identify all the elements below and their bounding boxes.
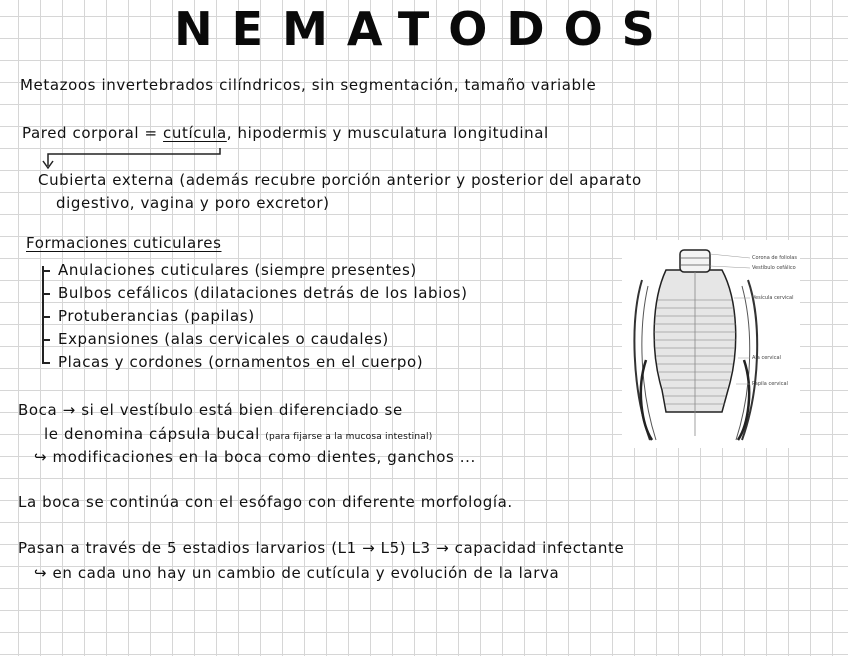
formaciones-heading: Formaciones cuticulares [26, 234, 222, 252]
pared-line [22, 124, 549, 142]
formacion-item: Placas y cordones (ornamentos en el cuerpo) [58, 353, 424, 371]
boca-line-1: Boca → si el vestíbulo está bien diferenciado se [18, 401, 403, 419]
pared-suffix: , hipodermis y musculatura longitudinal [226, 124, 549, 142]
cubierta-line-2: digestivo, vagina y poro excretor) [56, 194, 330, 212]
figure-label: Ala cervical [752, 355, 781, 361]
formacion-item: Bulbos cefálicos (dilataciones detrás de los labios) [58, 284, 468, 302]
cuticula-arrow-icon [40, 146, 240, 172]
bracket-tick [42, 316, 50, 318]
cubierta-line-1: Cubierta externa (además recubre porción anterior y posterior del aparato [38, 171, 642, 189]
bracket-tick [42, 339, 50, 341]
capsula-bucal: le denomina cápsula bucal [44, 425, 260, 443]
bracket-tick [42, 270, 50, 272]
estadios-line-2: ↪ en cada uno hay un cambio de cutícula y evolución de la larva [34, 564, 560, 582]
esofago-text: La boca se continúa con el esófago con diferente morfología. [18, 493, 513, 511]
intro-text: Metazoos invertebrados cilíndricos, sin segmentación, tamaño variable [20, 76, 597, 94]
page-title: NEMATODOS [174, 2, 674, 56]
nematode-head-drawing [622, 240, 800, 448]
figure-label: Vesícula cervical [752, 295, 794, 301]
figure-label: Vestíbulo cefálico [752, 265, 796, 271]
bracket-tick [42, 362, 50, 364]
capsula-note: (para fijarse a la mucosa intestinal) [265, 432, 433, 442]
figure-label: Papila cervical [752, 381, 788, 387]
formacion-item: Protuberancias (papilas) [58, 307, 255, 325]
nematode-illustration [622, 240, 800, 448]
boca-line-3: ↪ modificaciones en la boca como dientes, ganchos ... [34, 448, 476, 466]
estadios-line-1: Pasan a través de 5 estadios larvarios (L1 → L5) L3 → capacidad infectante [18, 539, 625, 557]
formacion-item: Expansiones (alas cervicales o caudales) [58, 330, 389, 348]
formaciones-bracket [42, 266, 54, 364]
figure-label: Corona de foliolas [752, 255, 797, 261]
bracket-tick [42, 293, 50, 295]
formacion-item: Anulaciones cuticulares (siempre presentes) [58, 261, 417, 279]
boca-line-2 [44, 425, 432, 443]
pared-prefix: Pared corporal = [22, 124, 164, 142]
cuticula-keyword: cutícula [163, 124, 227, 142]
